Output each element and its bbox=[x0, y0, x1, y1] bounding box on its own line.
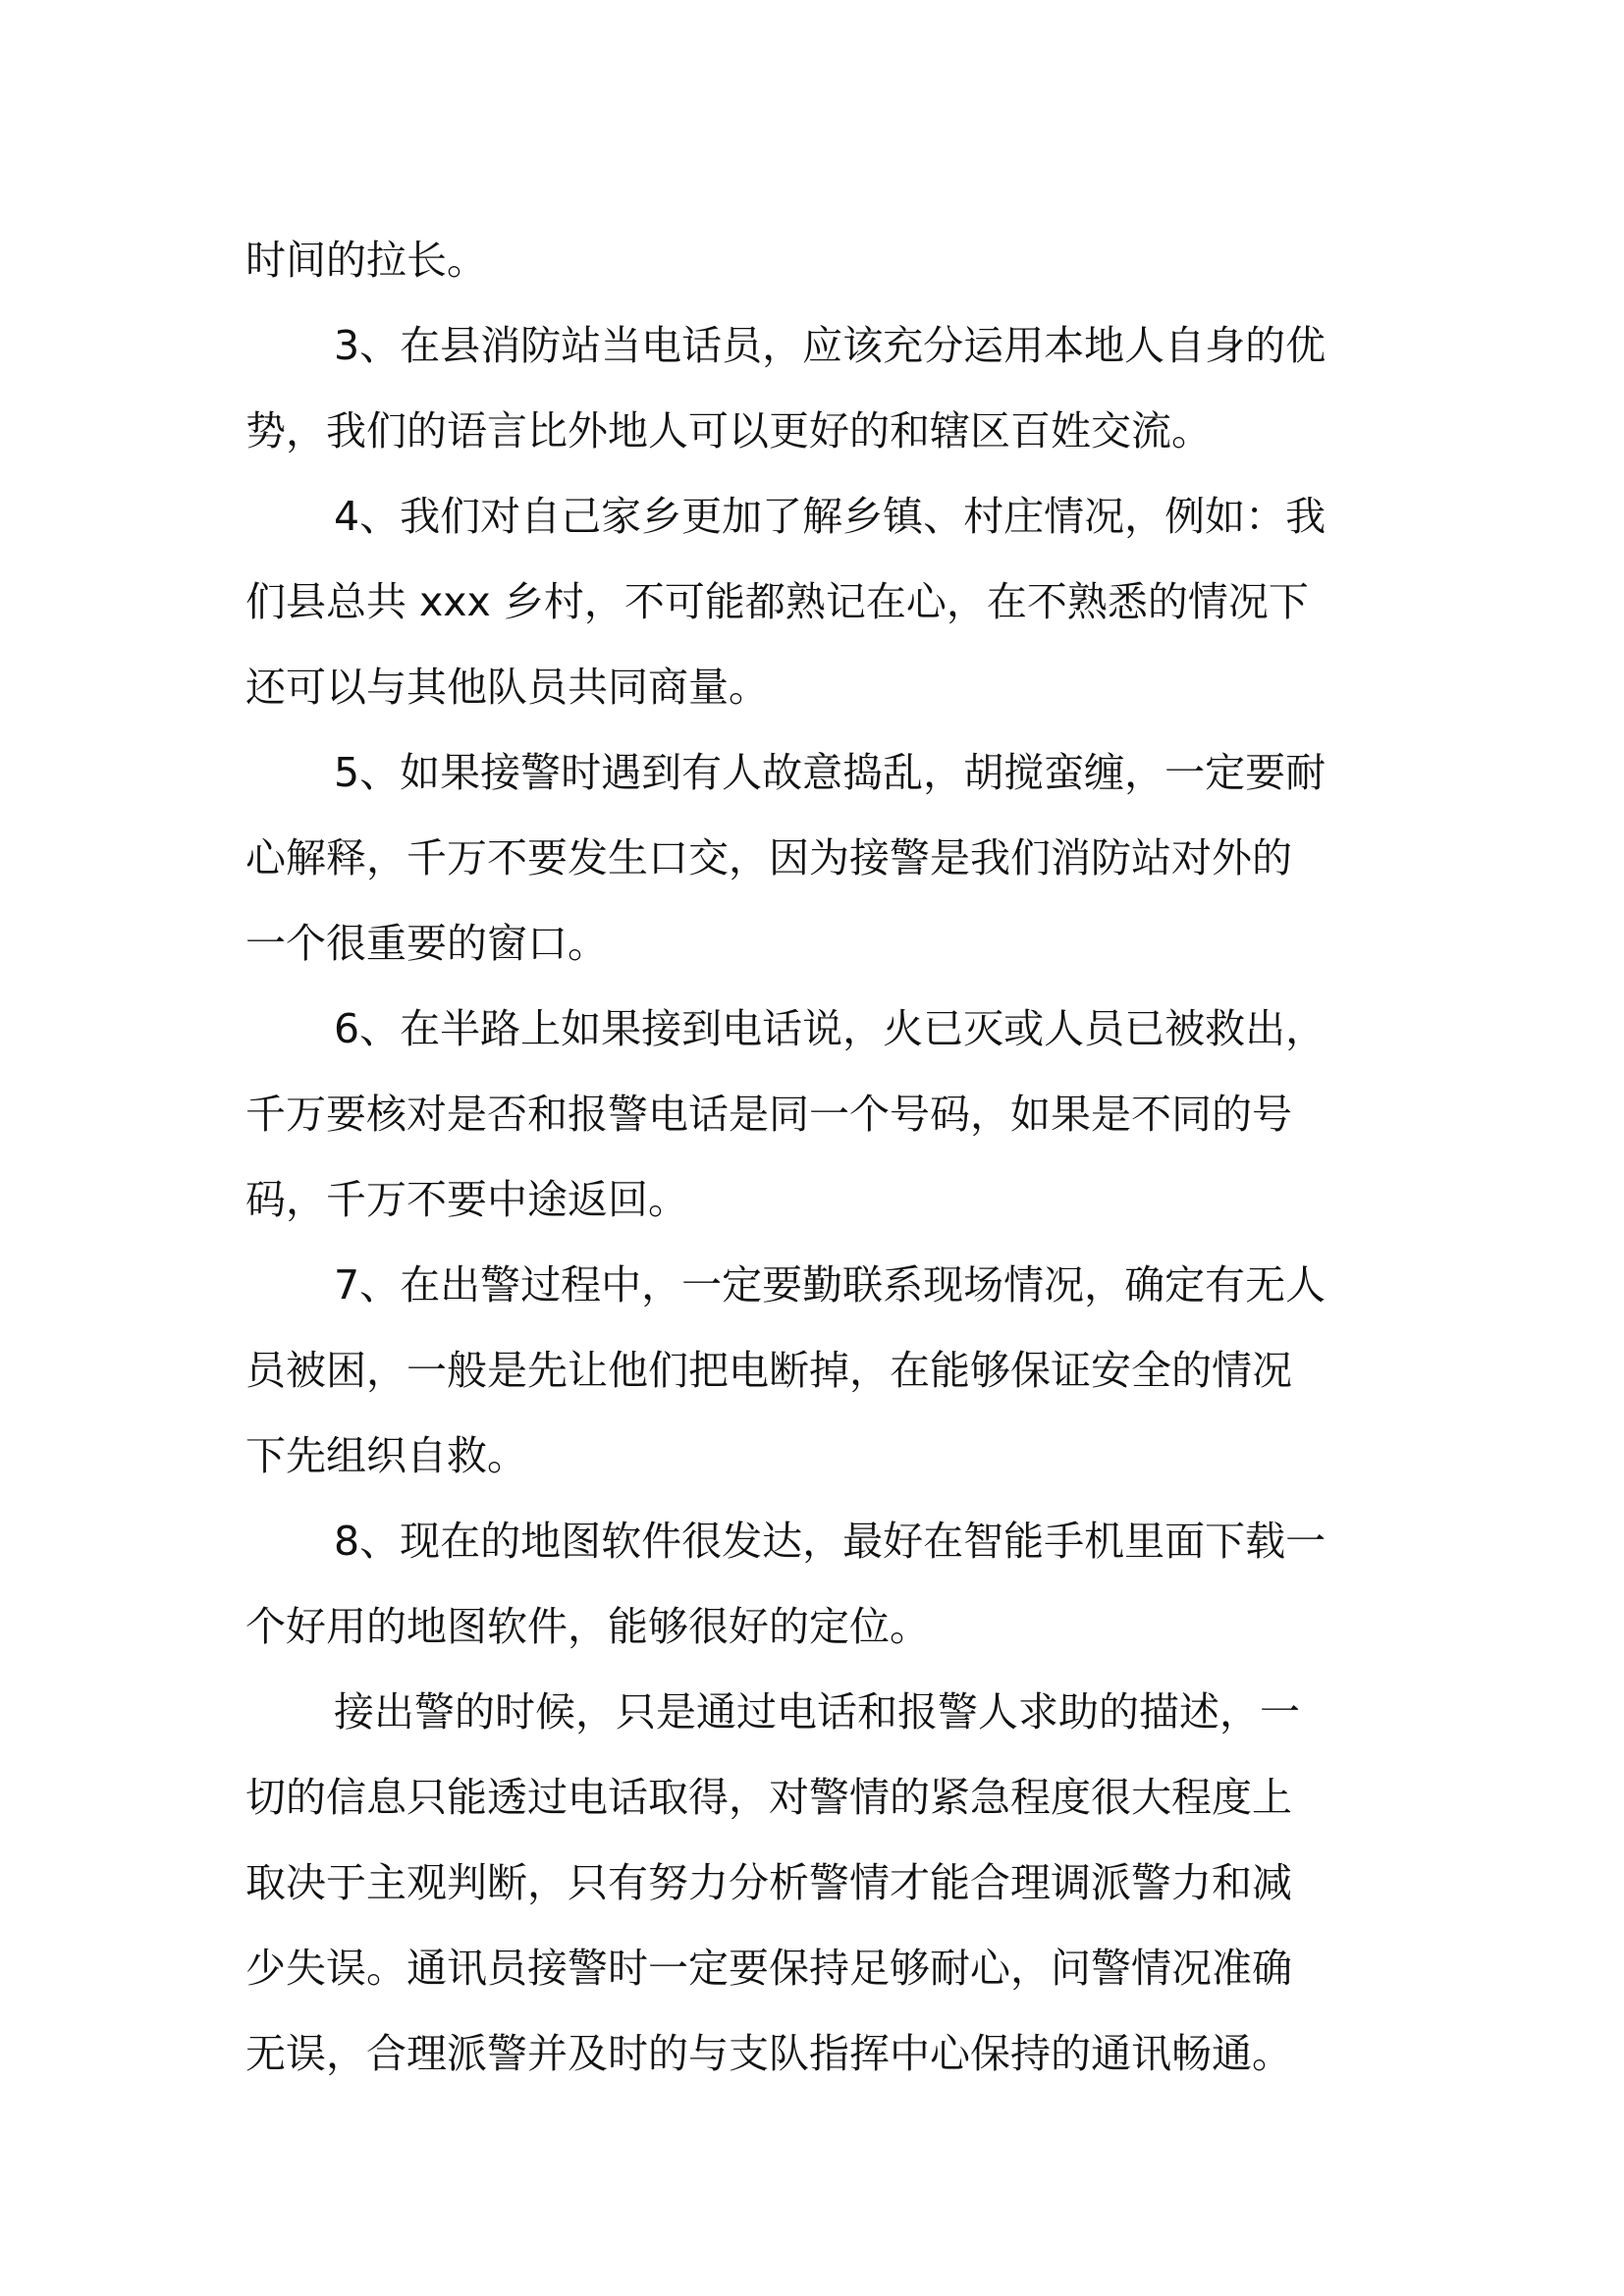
paragraph-8-line: 8、现在的地图软件很发达，最好在智能手机里面下载一 bbox=[334, 1518, 1326, 1565]
text-line: 取决于主观判断，只有努力分析警情才能合理调派警力和减 bbox=[245, 1859, 1292, 1906]
text-line: 下先组织自救。 bbox=[245, 1432, 527, 1479]
text-line: 千万要核对是否和报警电话是同一个号码，如果是不同的号 bbox=[245, 1091, 1292, 1138]
text-line: 一个很重要的窗口。 bbox=[245, 920, 608, 967]
text-line: 少失误。通讯员接警时一定要保持足够耐心，问警情况准确 bbox=[245, 1945, 1292, 1992]
paragraph-4-line: 4、我们对自己家乡更加了解乡镇、村庄情况，例如：我 bbox=[334, 493, 1326, 540]
text-line: 员被困，一般是先让他们把电断掉，在能够保证安全的情况 bbox=[245, 1347, 1292, 1394]
paragraph-5-line: 5、如果接警时遇到有人故意捣乱，胡搅蛮缠，一定要耐 bbox=[334, 749, 1326, 796]
text-line: 势，我们的语言比外地人可以更好的和辖区百姓交流。 bbox=[245, 407, 1212, 454]
text-line: 无误，合理派警并及时的与支队指挥中心保持的通讯畅通。 bbox=[245, 2030, 1292, 2077]
conclusion-paragraph-line: 接出警的时候，只是通过电话和报警人求助的描述，一 bbox=[334, 1688, 1300, 1735]
document-body bbox=[245, 218, 1394, 2097]
text-line: 还可以与其他队员共同商量。 bbox=[245, 664, 769, 711]
text-line: 个好用的地图软件，能够很好的定位。 bbox=[245, 1603, 930, 1650]
text-line: 切的信息只能透过电话取得，对警情的紧急程度很大程度上 bbox=[245, 1774, 1292, 1821]
text-line: 时间的拉长。 bbox=[245, 237, 487, 284]
paragraph-7-line: 7、在出警过程中，一定要勤联系现场情况，确定有无人 bbox=[334, 1261, 1326, 1308]
text-line: 心解释，千万不要发生口交，因为接警是我们消防站对外的 bbox=[245, 834, 1292, 881]
text-line: 们县总共 xxx 乡村，不可能都熟记在心，在不熟悉的情况下 bbox=[245, 578, 1309, 625]
paragraph-3-line: 3、在县消防站当电话员，应该充分运用本地人自身的优 bbox=[334, 322, 1326, 369]
text-line: 码，千万不要中途返回。 bbox=[245, 1176, 688, 1223]
paragraph-6-line: 6、在半路上如果接到电话说，火已灭或人员已被救出， bbox=[334, 1005, 1326, 1052]
